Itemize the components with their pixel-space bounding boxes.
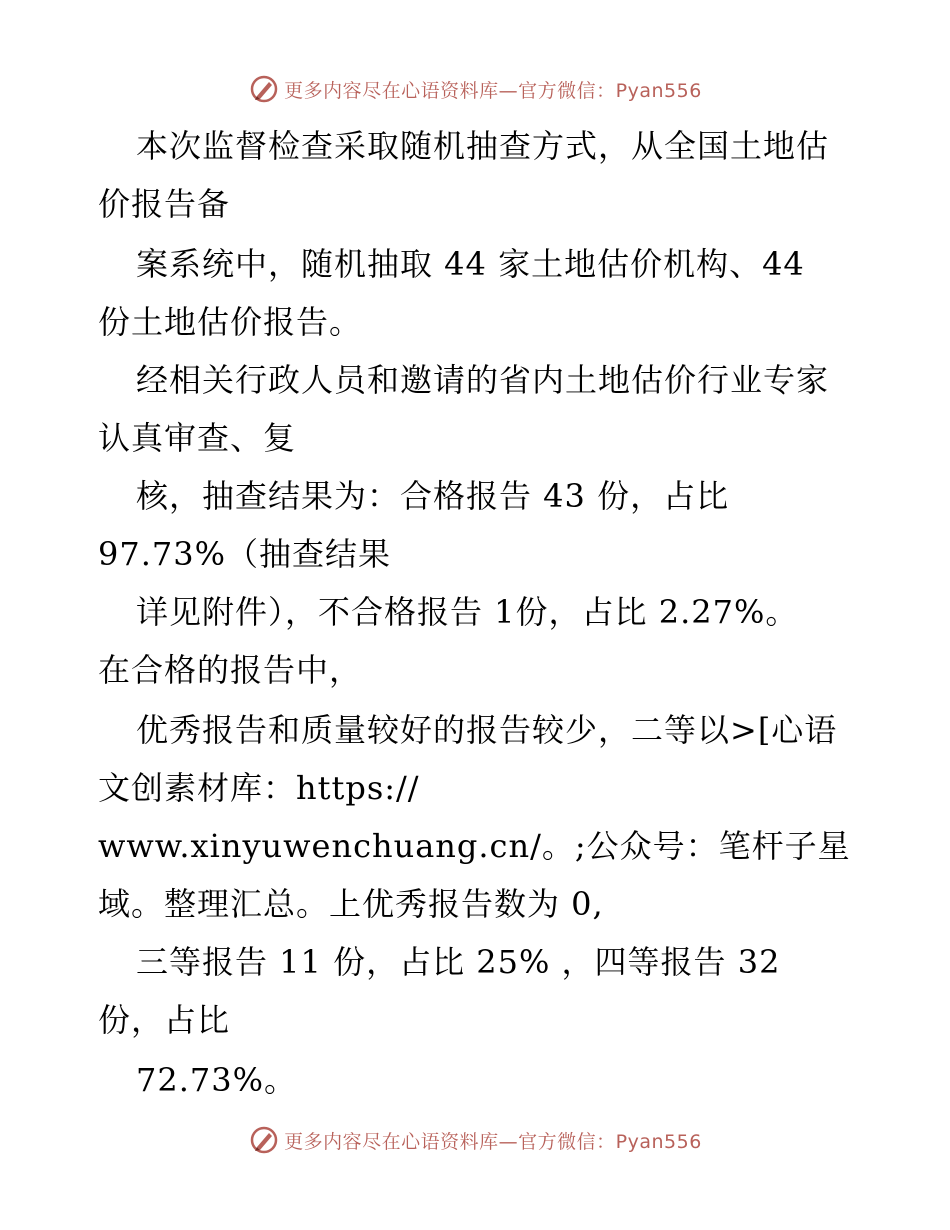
pen-logo-icon [248,73,280,105]
body-line: 本次监督检查采取随机抽查方式，从全国土地估 [136,127,830,165]
footer-watermark-text: 更多内容尽在心语资料库—官方微信：Pyan556 [284,1130,702,1153]
body-line: 三等报告 11 份，占比 25% ，四等报告 32 [136,943,781,981]
body-line: 份，占比 [98,1001,231,1039]
body-line: www.xinyuwenchuang.cn/。;公众号：笔杆子星 [98,827,851,865]
body-line: 案系统中，随机抽取 44 家土地估价机构、44 [136,245,805,283]
body-line: 在合格的报告中， [98,651,363,689]
body-line: 97.73%（抽查结果 [98,535,392,573]
header-watermark-banner [0,72,950,106]
body-line: 价报告备 [98,185,231,223]
footer-watermark-banner [0,1123,950,1157]
body-line: 优秀报告和质量较好的报告较少，二等以>[心语 [136,711,838,749]
body-line: 72.73%。 [136,1061,298,1099]
body-line: 经相关行政人员和邀请的省内土地估价行业专家 [136,361,830,399]
body-line: 认真审查、复 [98,419,297,457]
body-line: 域。整理汇总。上优秀报告数为 0, [98,885,604,923]
pen-logo-icon [248,1124,280,1156]
header-watermark-text: 更多内容尽在心语资料库—官方微信：Pyan556 [284,79,702,102]
body-line: 核，抽查结果为：合格报告 43 份，占比 [136,477,730,515]
body-line: 详见附件），不合格报告 1份，占比 2.27%。 [136,593,799,631]
body-line: 份土地估价报告。 [98,303,363,341]
body-line: 文创素材库：https:// [98,769,420,807]
